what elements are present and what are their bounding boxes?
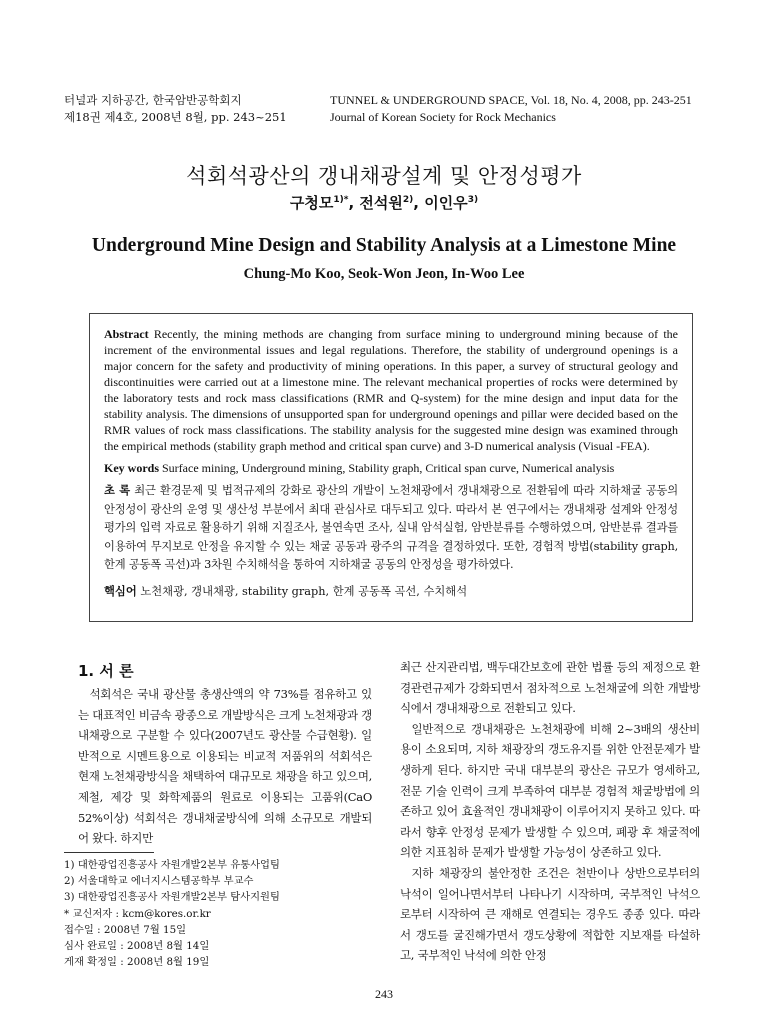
page-number: 243	[375, 987, 393, 1001]
author-separator: ,	[348, 194, 360, 212]
paragraph: 지하 채광장의 불안정한 조건은 천반이나 상반으로부터의 낙석이 일어나면서부터 나타나기 시작하며, 국부적인 낙석으로부터 시작하여 큰 재해로 연결되는 경우도 종종 있다. 따라서 갱도를 굴진해가면서 갱도상황에 적합한 지보재를 타설하고, 국부적인 낙석에 의한 안정	[400, 865, 700, 963]
footnote: 접수일 : 2008년 7월 15일	[64, 923, 187, 936]
body-column-left	[78, 684, 372, 849]
authors-english: Chung-Mo Koo, Seok-Won Jeon, In-Woo Lee	[243, 266, 525, 282]
footnote: 2) 서울대학교 에너지시스템공학부 부교수	[64, 875, 254, 888]
paragraph: 석회석은 국내 광산물 총생산액의 약 73%를 점유하고 있는 대표적인 비금속 광종으로 개발방식은 크게 노천채광과 갱내채광으로 구분할 수 있다(2007년도 광산물 수급현황). 일반적으로 시멘트용으로 이용되는 비교적 저품위의 석회석은 현재 노천채광방식을 채택하여 대규모로 채광을 하고 있으며, 제철, 제강 및 화학제품의 원료로 이용되는 고품위(CaO 52%이상) 석회석은 갱내채굴방식에 의해 소규모로 개발되어 왔다. 하지만	[78, 687, 372, 846]
header-left-line1: 터널과 지하공간, 한국암반공학회지	[64, 93, 242, 107]
author-3: 이인우	[424, 194, 468, 212]
section-heading-introduction: 1. 서 론	[78, 662, 134, 680]
keywords-korean-label: 핵심어	[104, 584, 137, 598]
authors-korean	[0, 192, 768, 213]
paragraph: 일반적으로 갱내채광은 노천채광에 비해 2~3배의 생산비용이 소요되며, 지하 채광장의 갱도유지를 위한 안전문제가 발생하게 된다. 하지만 국내 대부분의 광산은 규모가 영세하고, 전문 기술 인력이 크게 부족하여 대부분 경험적 채굴방법에 의존하고 있어 효율적인 갱내채광이 이루어지지 못하고 있다. 따라서 향후 안정성 문제가 발생할 수 있으며, 폐광 후 채굴적에 의한 지표침하 문제가 발생할 가능성이 상존하고 있다.	[400, 721, 700, 860]
keywords-label: Key words	[104, 461, 159, 475]
abstract-english	[104, 326, 678, 454]
abstract-korean	[104, 482, 678, 575]
abstract-korean-text: 최근 환경문제 및 법적규제의 강화로 광산의 개발이 노천채광에서 갱내채광으로 전환됨에 따라 지하채굴 공동의 안정성이 광산의 운영 및 생산성 부분에서 최대 관심사로 대두되고 있다. 따라서 본 연구에서는 갱내채광 설계와 안정성 평가의 입력 자료로 활용하기 위해 지질조사, 불연속면 조사, 실내 암석실험, 암반분류를 수행하였으며, 암반분류 결과를 이용하여 무지보로 안정을 유지할 수 있는 채굴 공동과 광주의 규격을 결정하였다. 또한, 경험적 방법(stability graph, 한계 공동폭 곡선)과 3차원 수치해석을 통하여 지하채굴 공동의 안정성을 평가하였다.	[104, 484, 678, 572]
paper-title-korean: 석회석광산의 갱내채광설계 및 안정성평가	[186, 164, 582, 188]
header-right-line2: Journal of Korean Society for Rock Mechanics	[330, 110, 556, 124]
journal-header-korean	[64, 92, 287, 126]
keywords-korean	[104, 583, 678, 601]
author-1-affiliation: 1)*	[333, 195, 349, 205]
header-right-line1: TUNNEL & UNDERGROUND SPACE, Vol. 18, No. 4, 2008, pp. 243-251	[330, 93, 692, 107]
abstract-text: Recently, the mining methods are changing from surface mining to underground mining because of the increment of the environmental issues and legal regulations. Therefore, the stability of underground openings is a major concern for the safety and productivity of mining operations. In this paper, a survey of structural geology and discontinuities were carried out at a limestone mine. The relevant mechanical properties of rocks were determined by the laboratory tests and rock mass classifications (RMR and Q-system) for the mine design and input data for the stability analysis. The dimensions of unsupported span for underground openings and pillar were decided based on the RMR values of rock mass classifications. The stability analysis for the suggested mine design was examined through the empirical methods (stability graph method and critical span curve) and 3-D numerical analysis (Visual -FEA).	[104, 327, 678, 453]
footnote: * 교신저자 : kcm@kores.or.kr	[64, 907, 211, 920]
footnote: 게재 확정일 : 2008년 8월 19일	[64, 956, 210, 969]
author-2-affiliation: 2)	[402, 195, 414, 205]
abstract-label: Abstract	[104, 327, 149, 341]
author-1: 구청모	[289, 194, 334, 212]
footnote-divider	[64, 852, 154, 853]
author-2: 전석원	[359, 194, 403, 212]
header-left-line2: 제18권 제4호, 2008년 8월, pp. 243~251	[64, 110, 287, 124]
author-separator: ,	[413, 194, 425, 212]
footnote: 1) 대한광업진흥공사 자원개발2본부 유통사업팀	[64, 859, 280, 871]
journal-header-english	[330, 92, 692, 126]
author-3-affiliation: 3)	[467, 195, 479, 205]
body-column-right	[400, 657, 700, 966]
paper-title-english: Underground Mine Design and Stability Analysis at a Limestone Mine	[91, 235, 677, 256]
keywords-text: Surface mining, Underground mining, Stability graph, Critical span curve, Numerical analysis	[159, 461, 615, 475]
keywords-korean-text: 노천채광, 갱내채광, stability graph, 한계 공동폭 곡선, 수치해석	[136, 584, 468, 598]
abstract-box	[89, 313, 693, 622]
abstract-korean-label: 초 록	[104, 484, 131, 497]
footnote: 심사 완료일 : 2008년 8월 14일	[64, 940, 210, 953]
paragraph: 최근 산지관리법, 백두대간보호에 관한 법률 등의 제정으로 환경관련규제가 강화되면서 점차적으로 노천채굴에 의한 개발방식에서 갱내채광으로 전환되고 있다.	[400, 660, 700, 716]
keywords-english	[104, 460, 678, 476]
footnotes	[64, 857, 280, 970]
footnote: 3) 대한광업진흥공사 자원개발2본부 탐사지원팀	[64, 891, 280, 904]
